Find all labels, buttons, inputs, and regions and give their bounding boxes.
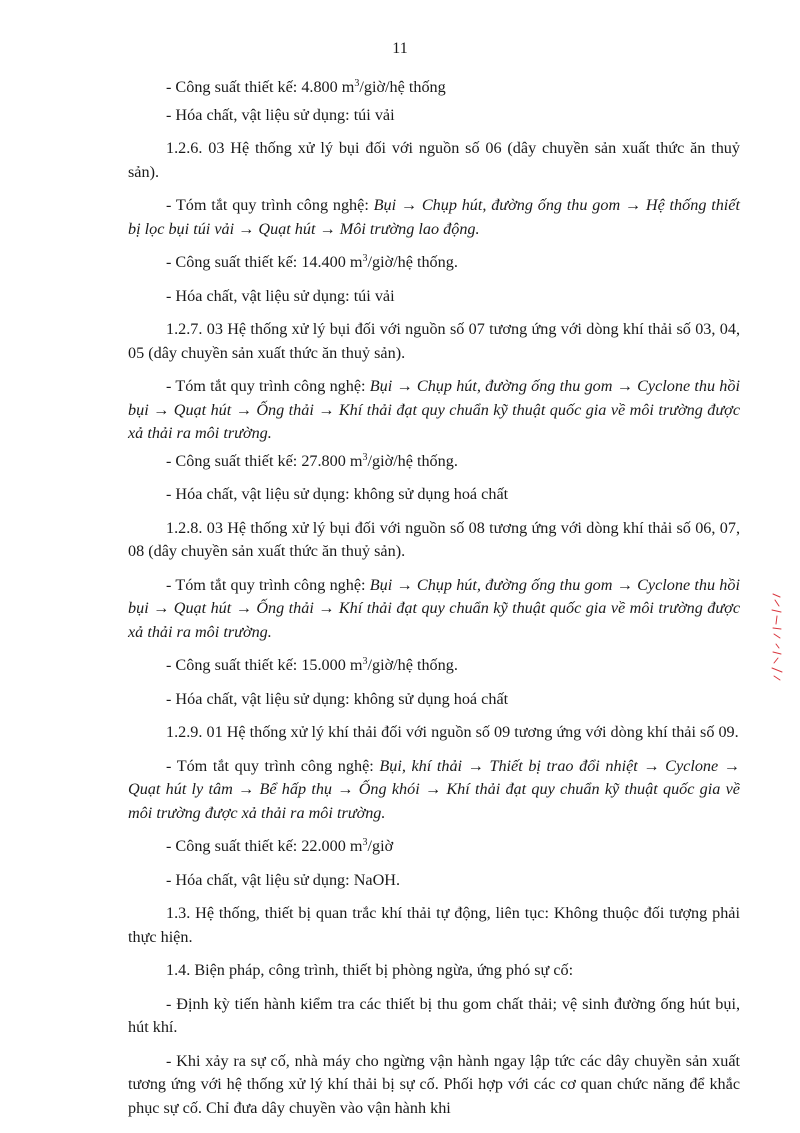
- document-body: [128, 76, 740, 1120]
- incident-measure-inspection: - Định kỳ tiến hành kiểm tra các thiết bị thu gom chất thải; vệ sinh đường ống hút bụi, hút khí.: [128, 994, 740, 1036]
- section-1-3: 1.3. Hệ thống, thiết bị quan trắc khí thải tự động, liên tục: Không thuộc đối tượng phải thực hiện.: [128, 904, 740, 946]
- section-1-2-9: 1.2.9. 01 Hệ thống xử lý khí thải đối với nguồn số 09 tương ứng với dòng khí thải số 09.: [166, 723, 739, 741]
- section-1-4: 1.4. Biện pháp, công trình, thiết bị phòng ngừa, ứng phó sự cố:: [166, 961, 574, 979]
- section-1-2-8: 1.2.8. 03 Hệ thống xử lý bụi đối với nguồn số 08 tương ứng với dòng khí thải số 06, 07, 08 (dây chuyền sản xuất thức ăn thuỷ sản).: [128, 518, 740, 560]
- materials-line: - Hóa chất, vật liệu sử dụng: NaOH.: [166, 870, 400, 889]
- design-capacity-line: - Công suất thiết kế: 15.000 $m^3/giờ/hệ$ thống.: [166, 656, 458, 674]
- page-number: 11: [392, 40, 408, 57]
- section-1-2-6: 1.2.6. 03 Hệ thống xử lý bụi đối với nguồn số 06 (dây chuyền sản xuất thức ăn thuỷ sản).: [128, 139, 740, 181]
- materials-line: - Hóa chất, vật liệu sử dụng: không sử dụng hoá chất: [166, 689, 509, 708]
- section-1-2-7: 1.2.7. 03 Hệ thống xử lý bụi đối với nguồn số 07 tương ứng với dòng khí thải số 03, 04, 05 (dây chuyền sản xuất thức ăn thuỷ sản).: [128, 320, 740, 362]
- process-summary: - Tóm tắt quy trình công nghệ: Bụi, khí thải → Thiết bị trao đổi nhiệt → Cyclone → Quạt hút ly tâm → Bể hấp thụ → Ống khói → Khí thải đạt quy chuẩn kỹ thuật quốc gia về môi trường được xả thải ra môi trường.: [128, 756, 740, 822]
- process-summary: - Tóm tắt quy trình công nghệ: Bụi → Chụp hút, đường ống thu gom → Cyclone thu hồi bụi → Quạt hút → Ống thải → Khí thải đạt quy chuẩn kỹ thuật quốc gia về môi trường được xả thải ra môi trường.: [128, 575, 740, 641]
- design-capacity-line: - Công suất thiết kế: 4.800 $m^3/giờ/hệ$ thống: [166, 78, 446, 96]
- process-summary: - Tóm tắt quy trình công nghệ: Bụi → Chụp hút, đường ống thu gom → Cyclone thu hồi bụi → Quạt hút → Ống thải → Khí thải đạt quy chuẩn kỹ thuật quốc gia về môi trường được xả thải ra môi trường.: [128, 377, 740, 442]
- process-summary: - Tóm tắt quy trình công nghệ: Bụi → Chụp hút, đường ống thu gom → Hệ thống thiết bị lọc bụi túi vải → Quạt hút → Môi trường lao động.: [128, 196, 740, 238]
- materials-line: - Hóa chất, vật liệu sử dụng: túi vải: [166, 286, 395, 305]
- design-capacity-line: - Công suất thiết kế: 27.800 $m^3/giờ/hệ$ thống.: [166, 451, 458, 470]
- margin-stamp-icon: [768, 588, 786, 684]
- materials-line: - Hóa chất, vật liệu sử dụng: không sử dụng hoá chất: [166, 485, 509, 503]
- design-capacity-line: - Công suất thiết kế: 22.000 $m^3$/giờ: [166, 837, 394, 855]
- materials-line: - Hóa chất, vật liệu sử dụng: túi vải: [166, 105, 395, 124]
- incident-measure-response: - Khi xảy ra sự cố, nhà máy cho ngừng vận hành ngay lập tức các dây chuyền sản xuất tương ứng với hệ thống xử lý khí thải bị sự cố. Phối hợp với các cơ quan chức năng để khắc phục sự cố. Chỉ đưa dây chuyền vào vận hành khi: [128, 1051, 740, 1117]
- design-capacity-line: - Công suất thiết kế: 14.400 $m^3/giờ/hệ$ thống.: [166, 253, 458, 271]
